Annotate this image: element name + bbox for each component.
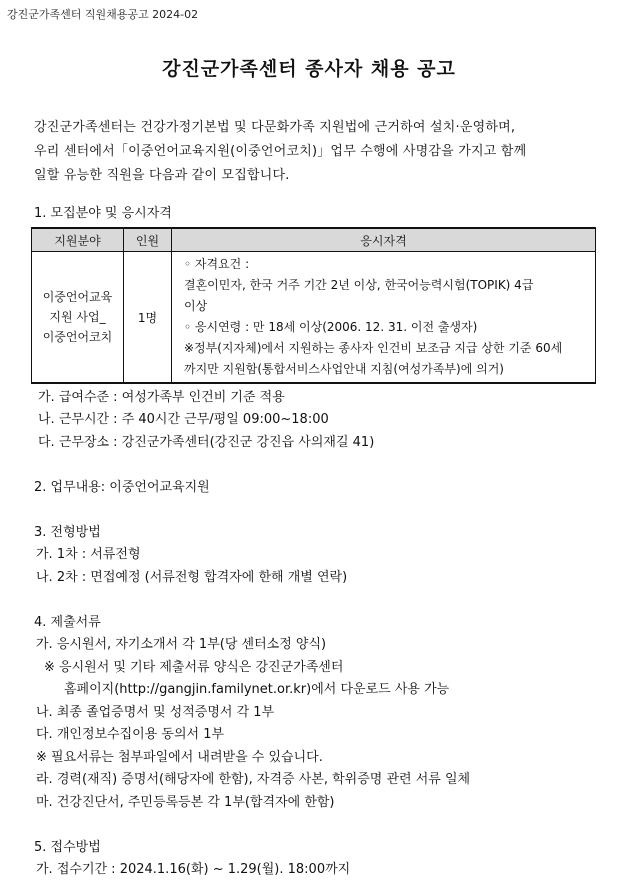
list-item: 가. 1차 : 서류전형 — [36, 547, 141, 562]
note-item: ※ 필요서류는 첨부파일에서 내려받을 수 있습니다. — [36, 750, 323, 765]
list-item: 마. 건강진단서, 주민등록등본 각 1부(합격자에 한함) — [36, 795, 335, 810]
intro-line: 강진군가족센터는 건강가정기본법 및 다문화가족 지원법에 근거하여 설치·운영하며, — [34, 120, 516, 135]
field-cell — [32, 252, 124, 384]
qualification-line: 까지만 지원함(통합서비스사업안내 지침(여성가족부)에 의거) — [184, 362, 504, 376]
field-line: 지원 사업_ — [49, 310, 106, 324]
header-field: 지원분야 — [32, 228, 124, 252]
section-4-heading: 4. 제출서류 — [34, 615, 101, 630]
list-item: 다. 근무장소 : 강진군가족센터(강진군 강진읍 사의재길 41) — [38, 435, 375, 450]
qualification-line: ◦ 응시연령 : 만 18세 이상(2006. 12. 31. 이전 출생자) — [184, 320, 478, 334]
document-header: 강진군가족센터 직원채용공고 2024-02 — [7, 8, 199, 21]
table-header-row — [32, 228, 596, 252]
list-item: 나. 근무시간 : 주 40시간 근무/평일 09:00~18:00 — [38, 412, 329, 427]
note-item: 홈페이지(http://gangjin.familynet.or.kr)에서 다운로드 사용 가능 — [64, 682, 450, 697]
list-item: 라. 경력(재직) 증명서(해당자에 한함), 자격증 사본, 학위증명 관련 서류 일체 — [36, 772, 471, 787]
intro-line: 우리 센터에서「이중언어교육지원(이중언어코치)」업무 수행에 사명감을 가지고 함께 — [34, 144, 527, 159]
list-item: 나. 최종 졸업증명서 및 성적증명서 각 1부 — [36, 705, 275, 720]
list-item: 나. 2차 : 면접예정 (서류전형 합격자에 한해 개별 연락) — [36, 570, 348, 585]
page-title: 강진군가족센터 종사자 채용 공고 — [162, 58, 456, 80]
header-qualification: 응시자격 — [172, 228, 596, 252]
section-5-heading: 5. 접수방법 — [34, 840, 101, 855]
note-item: ※ 응시원서 및 기타 제출서류 양식은 강진군가족센터 — [44, 660, 344, 675]
header-count: 인원 — [124, 228, 172, 252]
section-1-heading: 1. 모집분야 및 응시자격 — [34, 206, 172, 221]
qualification-line: 이상 — [184, 299, 208, 313]
section-2-heading: 2. 업무내용: 이중언어교육지원 — [34, 480, 210, 495]
qualification-line: 결혼이민자, 한국 거주 기간 2년 이상, 한국어능력시험(TOPIK) 4급 — [184, 278, 534, 292]
qualification-line: ※정부(지자체)에서 지원하는 종사자 인건비 보조금 지급 상한 기준 60세 — [184, 341, 563, 355]
count-cell: 1명 — [124, 252, 172, 384]
intro-line: 일할 유능한 직원을 다음과 같이 모집합니다. — [34, 168, 290, 183]
list-item: 다. 개인정보수집이용 동의서 1부 — [36, 727, 225, 742]
field-line: 이중언어교육 — [42, 290, 113, 304]
qualification-line: ◦ 자격요건 : — [184, 257, 250, 271]
field-line: 이중언어코치 — [42, 330, 113, 344]
qualification-cell — [172, 252, 596, 384]
qualification-table — [31, 227, 596, 384]
table-row — [32, 252, 596, 384]
list-item: 가. 급여수준 : 여성가족부 인건비 기준 적용 — [38, 390, 285, 405]
intro-paragraph — [34, 116, 594, 188]
list-item: 가. 접수기간 : 2024.1.16(화) ~ 1.29(월). 18:00까지 — [36, 862, 351, 877]
section-3-heading: 3. 전형방법 — [34, 525, 101, 540]
list-item: 가. 응시원서, 자기소개서 각 1부(당 센터소정 양식) — [36, 637, 327, 652]
